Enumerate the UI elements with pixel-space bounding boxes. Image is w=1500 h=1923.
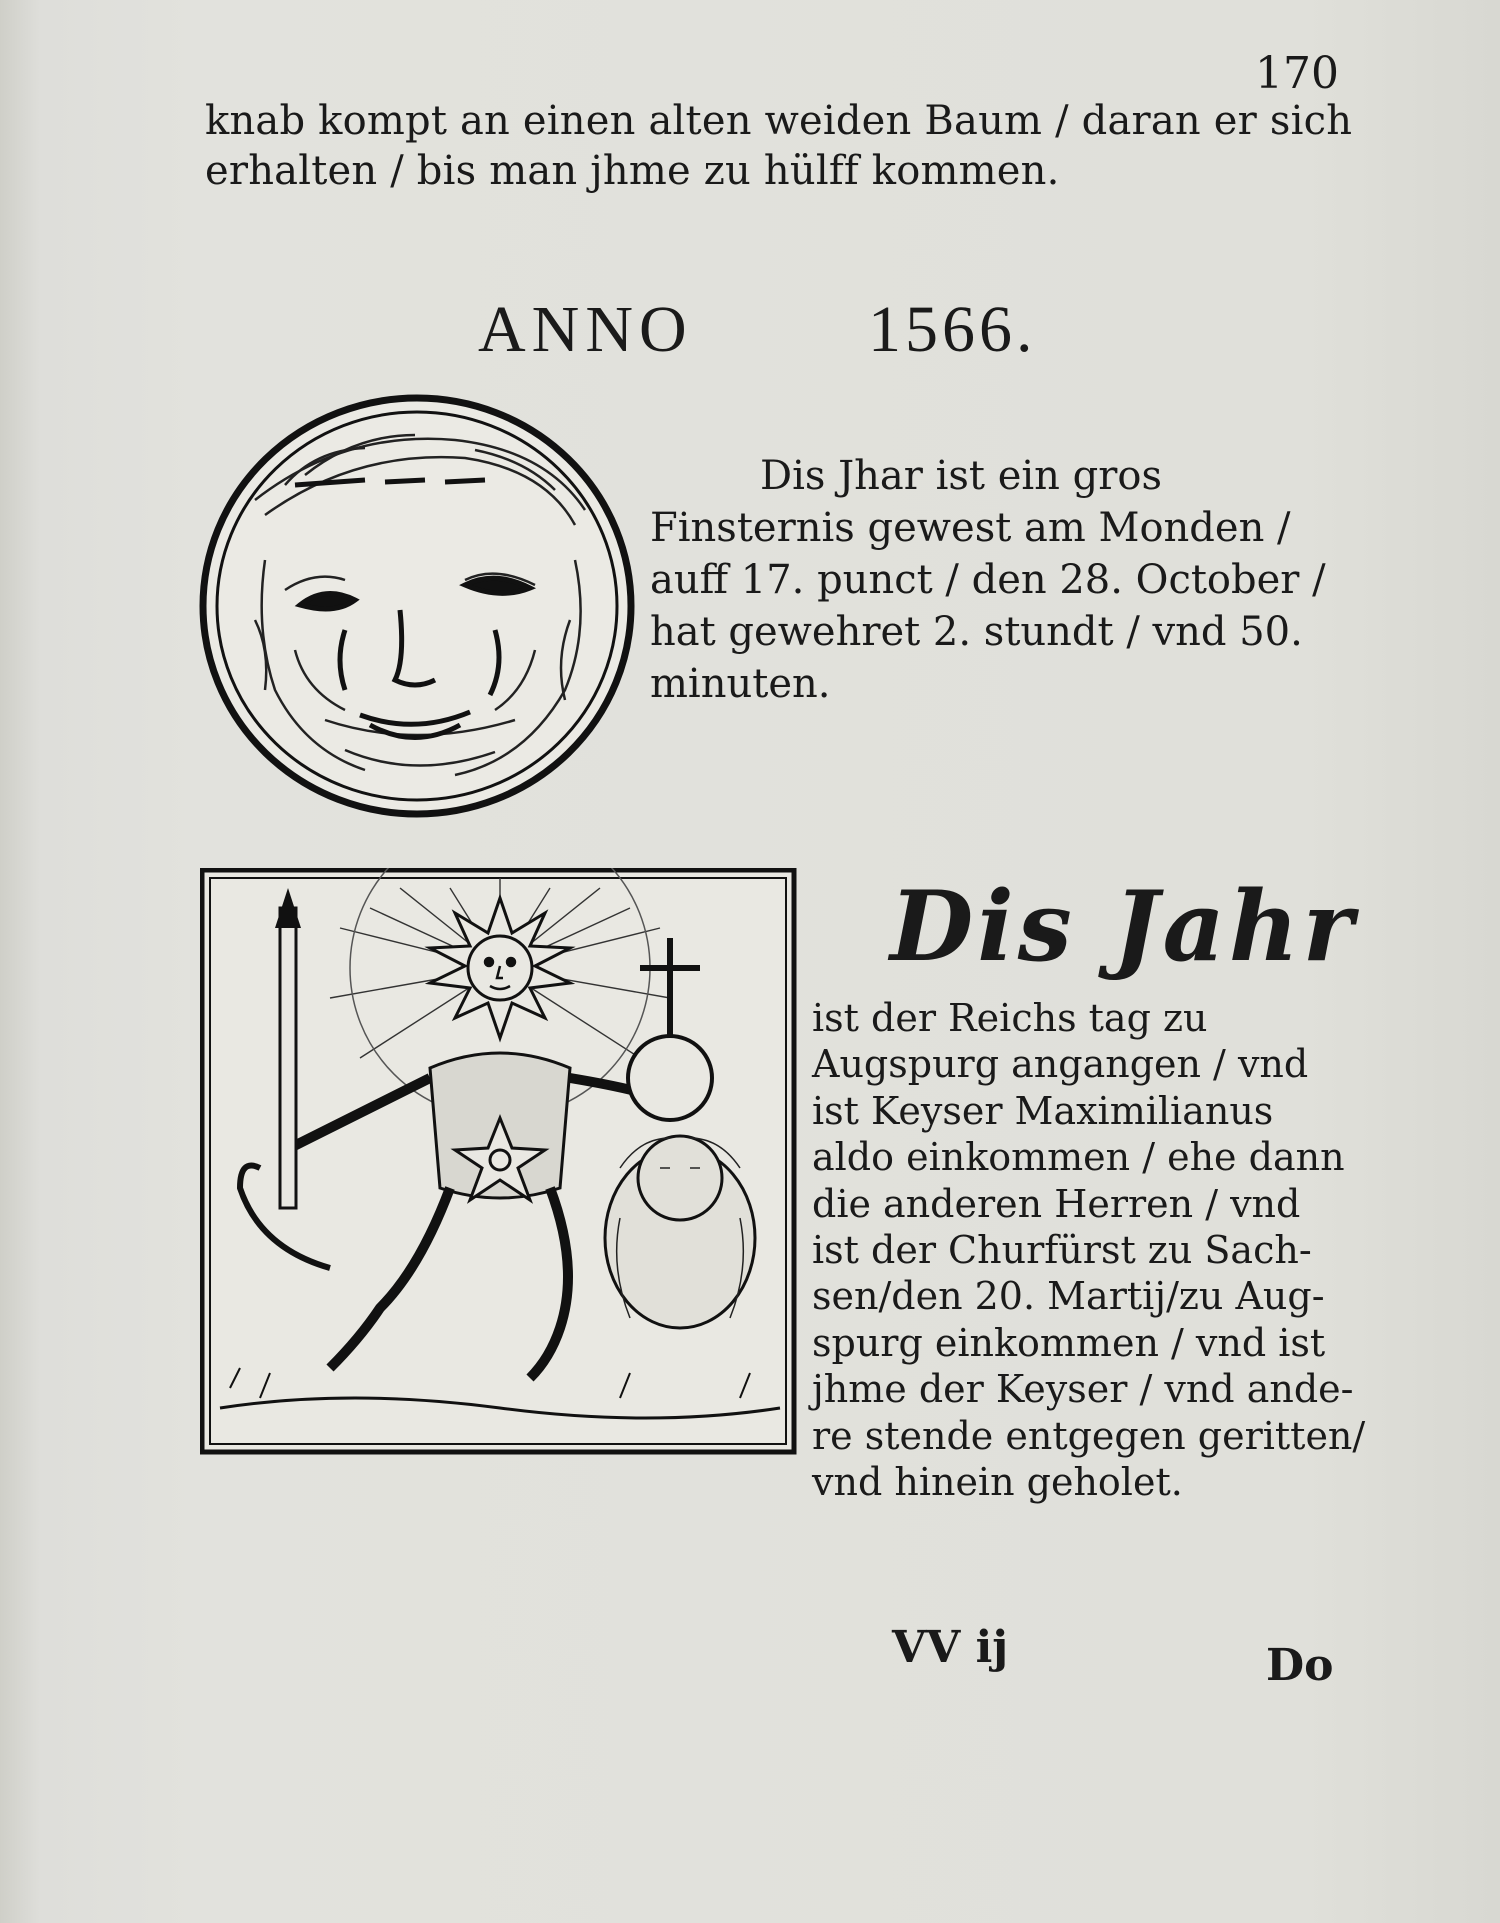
moon-face-woodcut bbox=[195, 390, 640, 822]
paragraph2-line-5: die anderen Herren / vnd bbox=[812, 1181, 1301, 1226]
paragraph2-line-7: sen/den 20. Martij/zu Aug- bbox=[812, 1274, 1325, 1319]
sun-figure-woodcut bbox=[200, 868, 800, 1458]
heading-dis-jahr: Dis Jahr bbox=[890, 870, 1358, 983]
paragraph-reichstag bbox=[812, 995, 1372, 1505]
page-number: 170 bbox=[1255, 48, 1339, 99]
paragraph2-line-9: jhme der Keyser / vnd ande- bbox=[812, 1367, 1354, 1412]
paragraph1-line-3: auff 17. punct / den 28. October / bbox=[650, 557, 1326, 603]
paragraph2-line-1: ist der Reichs tag zu bbox=[812, 996, 1208, 1040]
signature-mark: VV ij bbox=[892, 1622, 1009, 1673]
paragraph1-line-4: hat gewehret 2. stundt / vnd 50. bbox=[650, 609, 1303, 655]
catchword: Do bbox=[1266, 1640, 1334, 1691]
text-line-2: erhalten / bis man jhme zu hülff kommen. bbox=[205, 148, 1060, 194]
paragraph2-line-10: re stende entgegen geritten/ bbox=[812, 1413, 1366, 1458]
paragraph1-line-1: Dis Jhar ist ein gros bbox=[760, 453, 1162, 499]
paragraph1-line-5: minuten. bbox=[650, 661, 831, 707]
paragraph2-line-4: aldo einkommen / ehe dann bbox=[812, 1135, 1345, 1180]
paragraph2-line-6: ist der Churfürst zu Sach- bbox=[812, 1228, 1312, 1273]
paragraph1-line-2: Finsternis gewest am Monden / bbox=[650, 505, 1291, 551]
paragraph2-line-8: spurg einkommen / vnd ist bbox=[812, 1320, 1326, 1365]
paragraph2-line-3: ist Keyser Maximilianus bbox=[812, 1088, 1274, 1133]
paragraph2-line-2: Augspurg angangen / vnd bbox=[812, 1042, 1309, 1087]
paragraph2-line-11: vnd hinein geholet. bbox=[812, 1460, 1183, 1505]
paragraph-eclipse bbox=[650, 450, 1350, 710]
anno-year: 1566. bbox=[868, 293, 1037, 366]
text-line-1: knab kompt an einen alten weiden Baum / daran er sich bbox=[205, 98, 1353, 144]
anno-label: ANNO bbox=[478, 293, 693, 366]
